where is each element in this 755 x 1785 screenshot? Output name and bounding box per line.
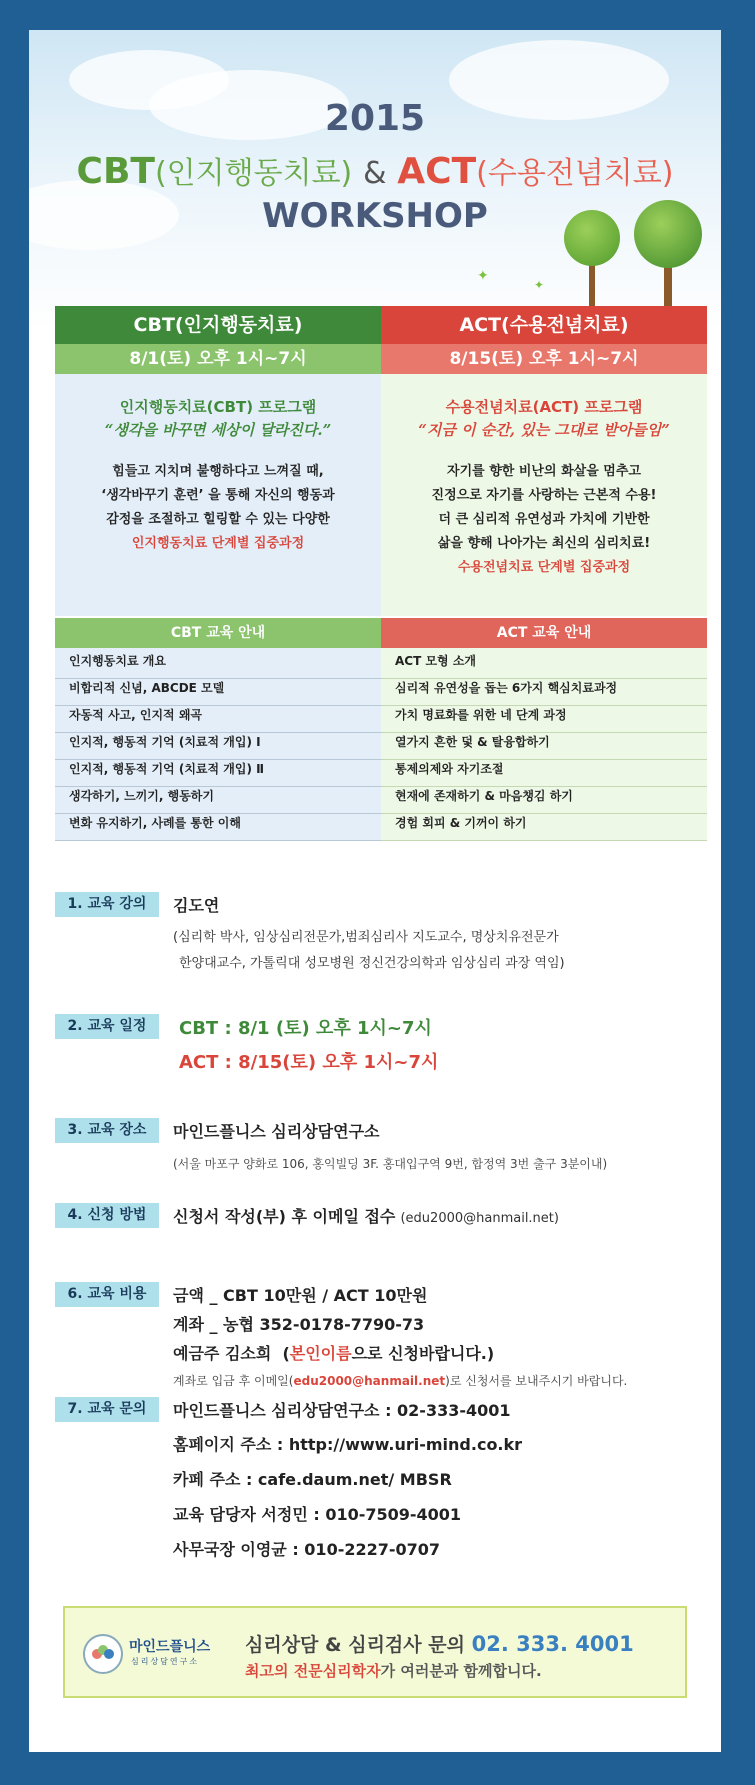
- cost-holder-name: 예금주 김소희: [173, 1344, 272, 1363]
- schedule-cbt: CBT : 8/1 (토) 오후 1시~7시: [179, 1018, 432, 1039]
- cbt-item-list: [55, 648, 381, 841]
- header-act: ACT: [397, 151, 477, 192]
- lecturer-name: 김도연: [173, 896, 220, 915]
- header-amp: &: [363, 156, 387, 191]
- footer-inquiry-text: 심리상담 & 심리검사 문의: [245, 1634, 465, 1656]
- section-tag: 3. 교육 장소: [55, 1118, 159, 1143]
- act-desc-line: 삶을 향해 나아가는 최신의 심리치료!: [437, 536, 651, 551]
- cost-note-pre: (: [282, 1344, 290, 1363]
- apply-email: (edu2000@hanmail.net): [400, 1211, 559, 1226]
- cbt-desc-line: 감정을 조절하고 힐링할 수 있는 다양한: [106, 512, 330, 527]
- footer-tagline-red: 최고의 전문심리학자: [245, 1662, 381, 1680]
- leaf-icon: ✦: [477, 268, 489, 284]
- list-item: 변화 유지하기, 사례를 통한 이해: [55, 814, 381, 841]
- contact-line: 사무국장 이영균 : 010-2227-0707: [173, 1540, 441, 1559]
- contact-line: 마인드플니스 심리상담연구소 : 02-333-4001: [173, 1401, 511, 1420]
- cbt-column: [55, 306, 381, 841]
- list-item: ACT 모형 소개: [381, 652, 707, 679]
- act-guide-title: ACT 교육 안내: [381, 618, 707, 648]
- cbt-program-title: 인지행동치료(CBT) 프로그램: [119, 398, 317, 416]
- section-tag: 6. 교육 비용: [55, 1282, 159, 1307]
- act-quote: “지금 이 순간, 있는 그대로 받아들임”: [418, 421, 670, 439]
- list-item: 자동적 사고, 인지적 왜곡: [55, 706, 381, 733]
- apply-method: 신청서 작성(부) 후 이메일 접수: [173, 1207, 396, 1226]
- tree-illustration: [559, 200, 709, 310]
- act-desc-line: 자기를 향한 비난의 화살을 멈추고: [447, 464, 641, 479]
- cbt-description: [55, 374, 381, 616]
- footer-banner: [63, 1606, 687, 1698]
- list-item: 생각하기, 느끼기, 행동하기: [55, 787, 381, 814]
- footer-tagline: [245, 1660, 542, 1681]
- cost-note-red: 본인이름: [289, 1344, 352, 1363]
- logo-icon: [83, 1634, 123, 1674]
- act-column: [381, 306, 707, 841]
- contact-line: 홈페이지 주소 : http://www.uri-mind.co.kr: [173, 1435, 523, 1454]
- act-highlight: 수용전념치료 단계별 집중과정: [457, 560, 631, 575]
- act-desc-line: 더 큰 심리적 유연성과 가치에 기반한: [438, 512, 650, 527]
- cost-small-post: )로 신청서를 보내주시기 바랍니다.: [445, 1374, 628, 1388]
- act-item-list: [381, 648, 707, 841]
- cost-account: 계좌 _ 농협 352-0178-7790-73: [173, 1315, 425, 1334]
- apply-text: [173, 1204, 559, 1227]
- header-act-kr: (수용전념치료): [476, 156, 674, 191]
- list-item: 열가지 흔한 덫 & 탈융합하기: [381, 733, 707, 760]
- contact-line: 교육 담당자 서정민 : 010-7509-4001: [173, 1505, 462, 1524]
- list-item: 현재에 존재하기 & 마음챙김 하기: [381, 787, 707, 814]
- act-program-title: 수용전념치료(ACT) 프로그램: [445, 398, 643, 416]
- contact-line: 카페 주소 : cafe.daum.net/ MBSR: [173, 1470, 452, 1489]
- act-description: [381, 374, 707, 616]
- cbt-date-bar: 8/1(토) 오후 1시~7시: [55, 344, 381, 374]
- cost-small-note: [173, 1372, 627, 1389]
- header-title: [29, 148, 721, 192]
- cbt-quote: “생각을 바꾸면 세상이 달라진다.”: [104, 421, 332, 439]
- section-tag: 2. 교육 일정: [55, 1014, 159, 1039]
- section-tag: 1. 교육 강의: [55, 892, 159, 917]
- cbt-name-bar: CBT(인지행동치료): [55, 306, 381, 344]
- place-name: 마인드플니스 심리상담연구소: [173, 1122, 380, 1141]
- list-item: 심리적 유연성을 돕는 6가지 핵심치료과정: [381, 679, 707, 706]
- header-workshop: WORKSHOP: [262, 196, 488, 236]
- list-item: 비합리적 신념, ABCDE 모델: [55, 679, 381, 706]
- footer-phone: 02. 333. 4001: [471, 1632, 634, 1656]
- leaf-icon: ✦: [534, 278, 545, 292]
- place-address: (서울 마포구 양화로 106, 홍익빌딩 3F. 홍대입구역 9번, 합정역 3번 출구 3분이내): [173, 1157, 608, 1171]
- cbt-highlight: 인지행동치료 단계별 집중과정: [131, 536, 305, 551]
- act-name-bar: ACT(수용전념치료): [381, 306, 707, 344]
- logo-name: 마인드플니스: [129, 1639, 211, 1655]
- list-item: 경험 회피 & 기꺼이 하기: [381, 814, 707, 841]
- cbt-guide-title: CBT 교육 안내: [55, 618, 381, 648]
- list-item: 통제의제와 자기조절: [381, 760, 707, 787]
- lecturer-credentials: 한양대교수, 가톨릭대 성모병원 정신건강의학과 임상심리 과장 역임): [179, 956, 565, 971]
- lecturer-credentials: (심리학 박사, 임상심리전문가,범죄심리사 지도교수, 명상치유전문가: [173, 930, 559, 945]
- schedule-act: ACT : 8/15(토) 오후 1시~7시: [179, 1052, 439, 1073]
- header-cbt: CBT: [76, 151, 155, 192]
- list-item: 인지적, 행동적 기억 (치료적 개입) Ⅰ: [55, 733, 381, 760]
- logo-subtitle: 심리상담연구소: [131, 1657, 200, 1666]
- act-desc-line: 진정으로 자기를 사랑하는 근본적 수용!: [431, 488, 657, 503]
- cbt-desc-line: ‘생각바꾸기 훈련’ 을 통해 자신의 행동과: [101, 488, 335, 503]
- footer-tagline-post: 가 여러분과 함께합니다.: [380, 1662, 542, 1680]
- cbt-desc-line: 힘들고 지치며 불행하다고 느껴질 때,: [112, 464, 324, 479]
- act-date-bar: 8/15(토) 오후 1시~7시: [381, 344, 707, 374]
- section-tag: 7. 교육 문의: [55, 1397, 159, 1422]
- section-tag: 4. 신청 방법: [55, 1203, 159, 1228]
- list-item: 인지행동치료 개요: [55, 652, 381, 679]
- cost-small-pre: 계좌로 입금 후 이메일(: [173, 1374, 294, 1388]
- cost-amount: 금액 _ CBT 10만원 / ACT 10만원: [173, 1286, 428, 1305]
- cost-holder: [173, 1341, 494, 1364]
- cost-small-email: edu2000@hanmail.net: [293, 1374, 446, 1388]
- header-year: 2015: [324, 98, 426, 139]
- list-item: 가치 명료화를 위한 네 단계 과정: [381, 706, 707, 733]
- header-cbt-kr: (인지행동치료): [154, 156, 353, 191]
- poster: [29, 30, 721, 1752]
- list-item: 인지적, 행동적 기억 (치료적 개입) Ⅱ: [55, 760, 381, 787]
- footer-inquiry: [245, 1630, 634, 1657]
- cost-note-post: 으로 신청바랍니다.): [351, 1344, 495, 1363]
